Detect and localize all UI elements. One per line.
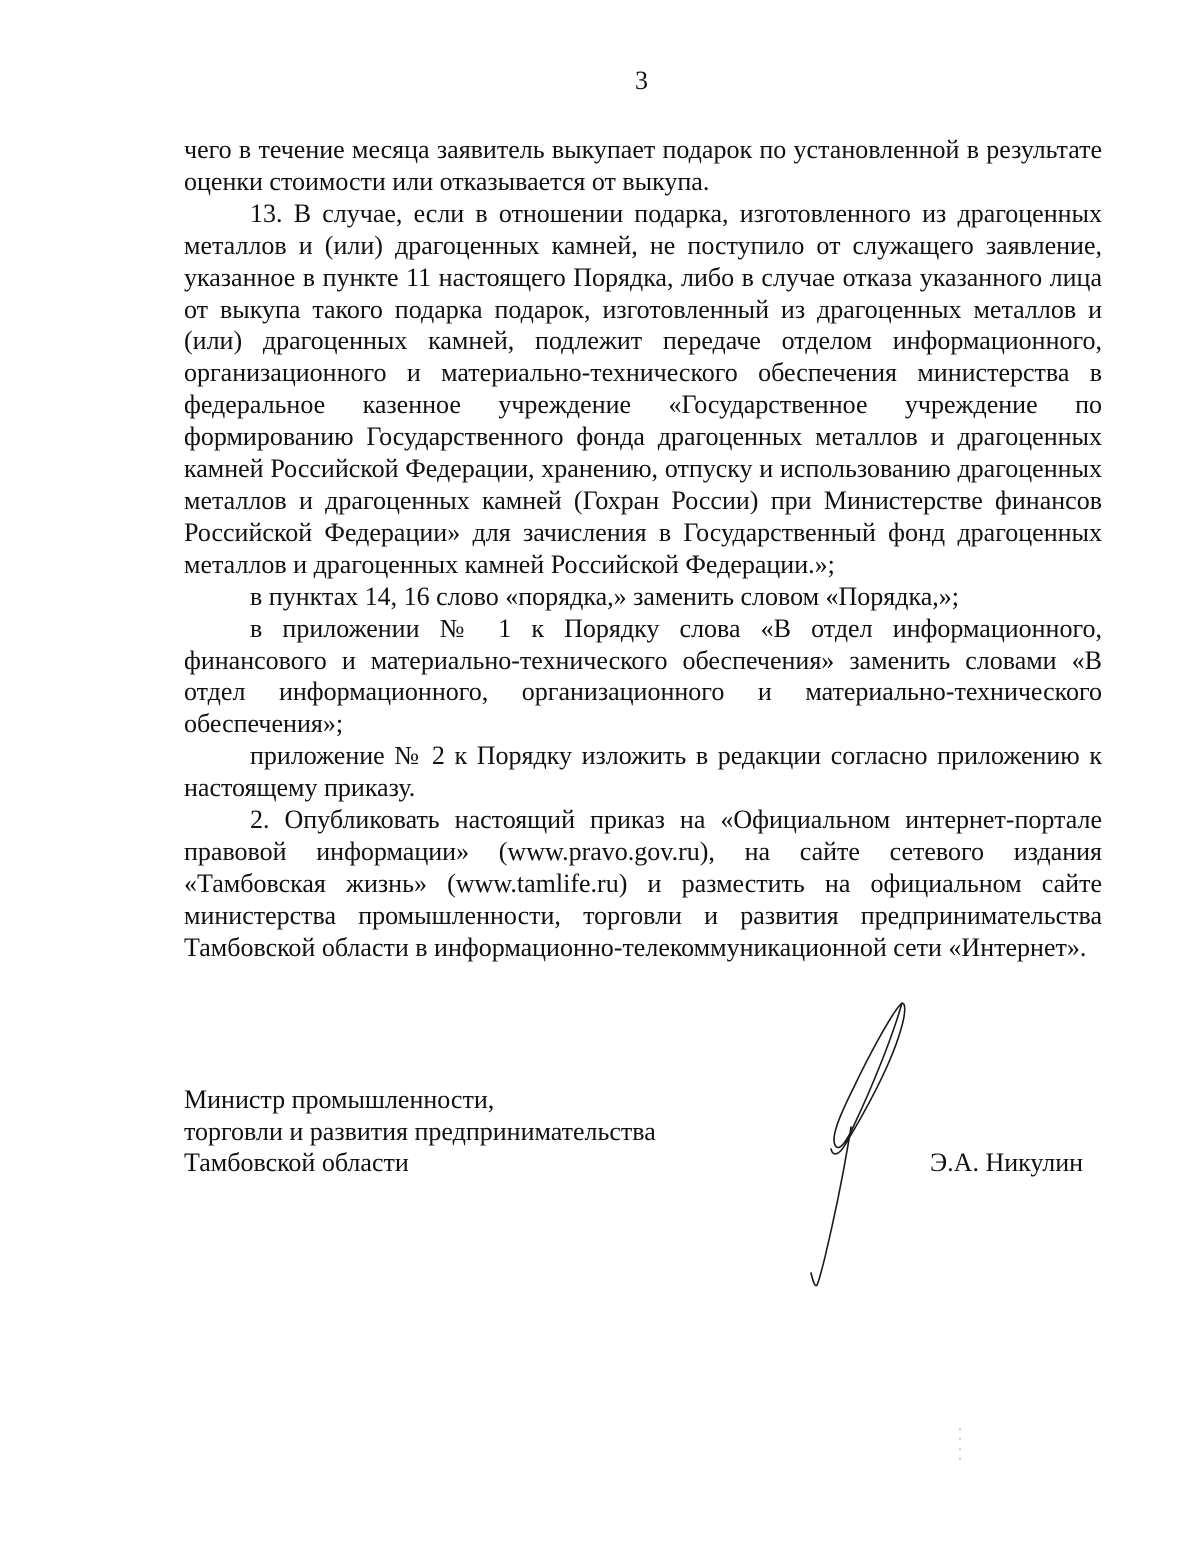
signatory-name: Э.А. Никулин [930,1148,1084,1177]
paragraph-appendix-1: в приложении № 1 к Порядку слова «В отдел информационного, финансового и материально-технического обеспечения» заменить словами «В отдел информационного, организационного и материально-технического обеспечения»; [184,613,1102,739]
paragraph-item-2-publish: 2. Опубликовать настоящий приказ на «Официальном интернет-портале правовой информации» (www.pravo.gov.ru), на сайте сетевого издания «Тамбовская жизнь» (www.tamlife.ru) и разместить на официальном сайте министерства промышленности, торговли и развития предпринимательства Тамбовской области в информационно-телекоммуникационной сети «Интернет». [184,805,1102,962]
paragraph-appendix-2: приложение № 2 к Порядку изложить в редакции согласно приложению к настоящему приказу. [184,741,1102,803]
paragraph-continuation: чего в течение месяца заявитель выкупает подарок по установленной в результате оценки стоимости или отказывается от выкупа. [184,135,1102,196]
signatory-title-line-1: Министр промышленности, [184,1085,495,1114]
scan-artifact [955,1425,965,1465]
signatory-title-line-3: Тамбовской области [184,1148,409,1177]
handwritten-signature [795,995,925,1295]
signatory-title [184,1084,704,1179]
page-number: 3 [635,66,648,95]
paragraph-item-13: 13. В случае, если в отношении подарка, изготовленного из драгоценных металлов и (или) драгоценных камней, не поступило от служащего заявление, указанное в пункте 11 настоящего Порядка, либо в случае отказа указанного лица от выкупа такого подарка подарок, изготовленный из драгоценных металлов и (или) драгоценных камней, подлежит передаче отделом информационного, организационного и материально-технического обеспечения министерства в федеральное казенное учреждение «Государственное учреждение по формированию Государственного фонда драгоценных металлов и драгоценных камней Российской Федерации, хранению, отпуску и использованию драгоценных металлов и драгоценных камней (Гохран России) при Министерстве финансов Российской Федерации» для зачисления в Государственный фонд драгоценных металлов и драгоценных камней Российской Федерации.»; [184,198,1102,579]
signatory-title-line-2: торговли и развития предпринимательства [184,1116,656,1146]
paragraph-items-14-16: в пунктах 14, 16 слово «порядка,» заменить словом «Порядка,»; [250,581,959,611]
document-body [184,134,1102,964]
